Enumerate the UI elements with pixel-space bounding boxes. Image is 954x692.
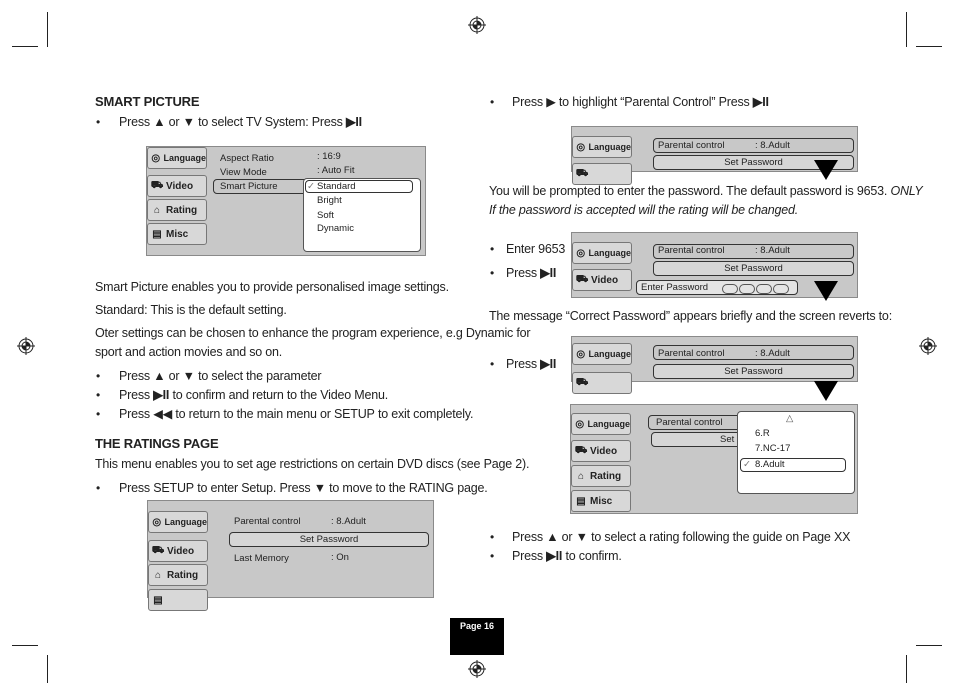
bullet: • [96, 115, 101, 129]
password-digit-slot [773, 284, 789, 294]
misc-icon: ▤ [153, 594, 163, 606]
tab-language: ◎ Language [571, 413, 631, 435]
play-pause-icon: ▶II [346, 115, 362, 129]
tab-misc: ▤ Misc [147, 223, 207, 245]
tab-language: ◎ Language [147, 147, 207, 169]
instruction-select-rating: Press ▲ or ▼ to select a rating following the guide on Page XX [512, 530, 851, 544]
registration-mark-icon [17, 337, 35, 355]
instruction-press-play-2: Press ▶II [506, 357, 557, 371]
rating-options-list [737, 411, 855, 494]
video-icon: ⛟ [575, 273, 589, 285]
paragraph-other-settings-line2: sport and action movies and so on. [95, 345, 283, 359]
set-password-button: Set [651, 432, 751, 447]
set-password-button: Set Password [653, 364, 854, 379]
video-icon: ⛟ [575, 376, 589, 388]
rating-select-screenshot [570, 404, 858, 514]
paragraph-password-prompt: You will be prompted to enter the password. The default password is 9653. ONLY [489, 184, 923, 198]
parental-control-label: Parental control [658, 348, 725, 359]
menu-label-view-mode: View Mode [220, 167, 267, 178]
language-icon: ◎ [576, 247, 586, 259]
video-icon: ⛟ [575, 167, 589, 179]
misc-icon: ▤ [152, 228, 162, 240]
video-icon: ⛟ [151, 544, 165, 556]
bullet: • [490, 549, 495, 563]
password-digit-slot [739, 284, 755, 294]
paragraph-ratings: This menu enables you to set age restrictions on certain DVD discs (see Page 2). [95, 457, 530, 471]
smart-picture-heading: SMART PICTURE [95, 94, 200, 109]
misc-icon: ▤ [576, 495, 586, 507]
lock-icon: ⌂ [577, 470, 585, 482]
instruction-confirm-return: Press ▶II to confirm and return to the Video Menu. [119, 388, 388, 402]
play-pause-icon: ▶II [546, 549, 563, 563]
option-bright: Bright [317, 195, 342, 206]
crop-mark [906, 12, 907, 47]
parental-control-value: : 8.Adult [331, 516, 366, 527]
page-number: Page 16 [450, 618, 504, 655]
parental-menu-screenshot-2 [571, 336, 858, 388]
parental-control-value: : 8.Adult [755, 245, 790, 256]
tab-language: ◎ Language [572, 343, 632, 365]
menu-label-smart-picture: Smart Picture [220, 181, 278, 192]
paragraph-other-settings-line1: Oter settings can be chosen to enhance the program experience, e.g Dynamic for [95, 326, 531, 340]
password-digit-slot [756, 284, 772, 294]
last-memory-value: : On [331, 552, 349, 563]
lock-icon: ⌂ [154, 569, 162, 581]
ratings-page-heading: THE RATINGS PAGE [95, 436, 219, 451]
tab-rating: ⌂ Rating [148, 564, 208, 586]
tab-video: ⛟ Video [572, 269, 632, 291]
instruction-enter-setup: Press SETUP to enter Setup. Press ▼ to move to the RATING page. [119, 481, 488, 495]
bullet: • [490, 357, 495, 371]
option-soft: Soft [317, 210, 334, 221]
enter-password-field: Enter Password [636, 280, 798, 295]
video-menu-screenshot [146, 146, 426, 256]
tab-video [572, 163, 632, 185]
crop-mark [916, 46, 942, 47]
crop-mark [906, 655, 907, 683]
bullet: • [96, 407, 101, 421]
play-pause-icon: ▶II [540, 266, 557, 280]
tab-rating: ⌂ Rating [571, 465, 631, 487]
parental-control-label: Parental control [656, 417, 723, 428]
tab-language: ◎ Language [572, 242, 632, 264]
paragraph-correct-password: The message “Correct Password” appears briefly and the screen reverts to: [489, 309, 892, 323]
option-6-r: 6.R [755, 428, 770, 439]
tab-rating: ⌂ Rating [147, 199, 207, 221]
registration-mark-icon [468, 660, 486, 678]
instruction-text: Press ▲ or ▼ to select TV System: Press [119, 115, 346, 129]
bullet: • [96, 388, 101, 402]
tab-video: ⛟ Video [147, 175, 207, 197]
chevron-up-icon: △ [786, 413, 794, 424]
instruction-confirm: Press ▶II to confirm. [512, 549, 622, 563]
instruction-press-play: Press ▶II [506, 266, 557, 280]
instruction-select-tv-system [119, 114, 362, 131]
language-icon: ◎ [576, 348, 586, 360]
language-icon: ◎ [575, 418, 585, 430]
play-pause-icon: ▶II [752, 95, 769, 109]
paragraph-standard: Standard: This is the default setting. [95, 303, 287, 317]
bullet: • [490, 266, 495, 280]
smart-picture-options [303, 178, 421, 252]
check-icon: ✓ [743, 459, 751, 470]
crop-mark [12, 46, 38, 47]
set-password-button: Set Password [653, 155, 854, 170]
parental-control-label: Parental control [658, 140, 725, 151]
lock-icon: ⌂ [153, 204, 161, 216]
arrow-down-icon [814, 281, 838, 301]
language-icon: ◎ [576, 141, 586, 153]
crop-mark [916, 645, 942, 646]
menu-label-aspect-ratio: Aspect Ratio [220, 153, 274, 164]
bullet: • [96, 369, 101, 383]
option-dynamic: Dynamic [317, 223, 354, 234]
check-icon: ✓ [307, 181, 315, 192]
parental-control-value: : 8.Adult [755, 140, 790, 151]
paragraph-smart-picture: Smart Picture enables you to provide personalised image settings. [95, 280, 449, 294]
bullet: • [490, 242, 495, 256]
tab-language: ◎ Language [148, 511, 208, 533]
language-icon: ◎ [151, 152, 161, 164]
set-password-button: Set Password [229, 532, 429, 547]
parental-control-value: : 8.Adult [755, 348, 790, 359]
tab-video [572, 372, 632, 394]
last-memory-label: Last Memory [234, 553, 289, 564]
setup-key-label: SETUP [334, 407, 375, 421]
bullet: • [490, 95, 495, 109]
tab-video: ⛟ Video [571, 440, 631, 462]
registration-mark-icon [919, 337, 937, 355]
instruction-highlight-parental: Press ▶ to highlight “Parental Control” Press ▶II [512, 95, 769, 109]
video-icon: ⛟ [574, 444, 588, 456]
rating-menu-screenshot [147, 500, 434, 606]
crop-mark [12, 645, 38, 646]
instruction-select-parameter: Press ▲ or ▼ to select the parameter [119, 369, 322, 383]
arrow-down-icon [814, 160, 838, 180]
crop-mark [47, 655, 48, 683]
standard-label: Standard: [95, 303, 148, 317]
instruction-enter-password: Enter 9653 [506, 242, 566, 256]
registration-mark-icon [468, 16, 486, 34]
language-icon: ◎ [152, 516, 162, 528]
menu-value-aspect-ratio: : 16:9 [317, 151, 341, 162]
bullet: • [96, 481, 101, 495]
play-pause-icon: ▶II [540, 357, 557, 371]
tab-misc: ▤ Misc [571, 490, 631, 512]
video-icon: ⛟ [150, 179, 164, 191]
option-7-nc-17: 7.NC-17 [755, 443, 791, 454]
play-pause-icon: ▶II [153, 388, 170, 402]
set-password-button: Set Password [653, 261, 854, 276]
parental-control-label: Parental control [658, 245, 725, 256]
tab-language: ◎ Language [572, 136, 632, 158]
option-standard: Standard [317, 181, 356, 192]
instruction-return-main-menu: Press ◀◀ to return to the main menu or SETUP to exit completely. [119, 407, 474, 421]
paragraph-password-note: If the password is accepted will the rating will be changed. [489, 203, 799, 217]
setup-key-label: SETUP [153, 481, 194, 495]
parental-control-label: Parental control [234, 516, 301, 527]
crop-mark [47, 12, 48, 47]
tab-misc [148, 589, 208, 611]
option-8-adult: 8.Adult [755, 459, 785, 470]
password-digit-slot [722, 284, 738, 294]
bullet: • [490, 530, 495, 544]
arrow-down-icon [814, 381, 838, 401]
tab-video: ⛟ Video [148, 540, 208, 562]
menu-value-view-mode: : Auto Fit [317, 165, 355, 176]
